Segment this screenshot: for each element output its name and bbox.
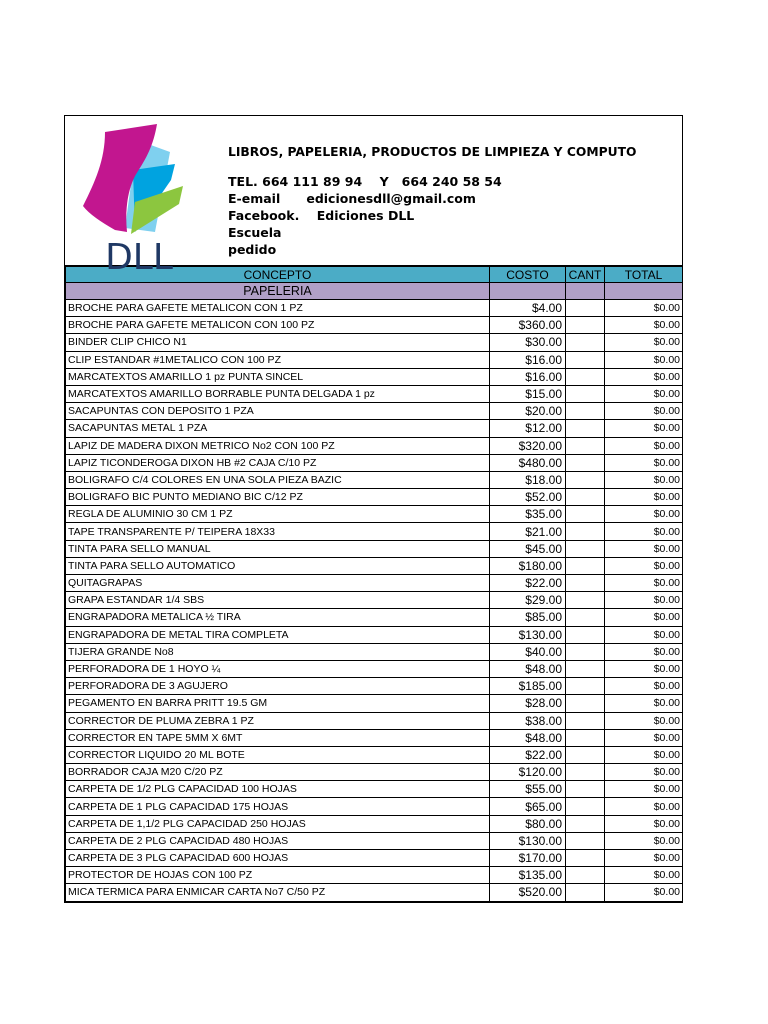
item-total: $0.00 bbox=[605, 557, 683, 574]
item-total: $0.00 bbox=[605, 678, 683, 695]
item-quantity-cell[interactable] bbox=[566, 695, 605, 712]
item-total: $0.00 bbox=[605, 746, 683, 763]
table-row bbox=[66, 695, 683, 712]
item-quantity-cell[interactable] bbox=[566, 712, 605, 729]
item-total: $0.00 bbox=[605, 626, 683, 643]
item-total: $0.00 bbox=[605, 850, 683, 867]
item-concept: CARPETA DE 3 PLG CAPACIDAD 600 HOJAS bbox=[66, 850, 490, 867]
item-total: $0.00 bbox=[605, 454, 683, 471]
item-concept: CARPETA DE 2 PLG CAPACIDAD 480 HOJAS bbox=[66, 832, 490, 849]
item-total: $0.00 bbox=[605, 660, 683, 677]
item-cost: $38.00 bbox=[490, 712, 566, 729]
item-total: $0.00 bbox=[605, 729, 683, 746]
dll-logo bbox=[75, 122, 205, 272]
table-row bbox=[66, 300, 683, 317]
item-quantity-cell[interactable] bbox=[566, 626, 605, 643]
table-row bbox=[66, 385, 683, 402]
item-cost: $130.00 bbox=[490, 832, 566, 849]
item-total: $0.00 bbox=[605, 300, 683, 317]
table-row bbox=[66, 850, 683, 867]
table-row bbox=[66, 523, 683, 540]
table-row bbox=[66, 832, 683, 849]
table-row bbox=[66, 609, 683, 626]
item-total: $0.00 bbox=[605, 575, 683, 592]
item-total: $0.00 bbox=[605, 609, 683, 626]
table-row bbox=[66, 884, 683, 901]
item-cost: $65.00 bbox=[490, 798, 566, 815]
item-concept: REGLA DE ALUMINIO 30 CM 1 PZ bbox=[66, 506, 490, 523]
item-concept: CARPETA DE 1/2 PLG CAPACIDAD 100 HOJAS bbox=[66, 781, 490, 798]
item-cost: $30.00 bbox=[490, 334, 566, 351]
item-cost: $15.00 bbox=[490, 385, 566, 402]
item-total: $0.00 bbox=[605, 884, 683, 901]
section-empty-cell bbox=[605, 283, 683, 300]
item-cost: $12.00 bbox=[490, 420, 566, 437]
item-total: $0.00 bbox=[605, 523, 683, 540]
item-quantity-cell[interactable] bbox=[566, 471, 605, 488]
phone-line: TEL. 664 111 89 94 Y 664 240 58 54 bbox=[228, 174, 502, 189]
item-quantity-cell[interactable] bbox=[566, 334, 605, 351]
item-total: $0.00 bbox=[605, 712, 683, 729]
item-quantity-cell[interactable] bbox=[566, 300, 605, 317]
column-costo: COSTO bbox=[490, 267, 566, 283]
section-row bbox=[66, 283, 683, 300]
column-total: TOTAL bbox=[605, 267, 683, 283]
item-concept: LAPIZ DE MADERA DIXON METRICO No2 CON 100 PZ bbox=[66, 437, 490, 454]
item-concept: QUITAGRAPAS bbox=[66, 575, 490, 592]
table-row bbox=[66, 317, 683, 334]
item-quantity-cell[interactable] bbox=[566, 832, 605, 849]
item-quantity-cell[interactable] bbox=[566, 420, 605, 437]
item-total: $0.00 bbox=[605, 351, 683, 368]
column-cant: CANT bbox=[566, 267, 605, 283]
item-cost: $480.00 bbox=[490, 454, 566, 471]
item-cost: $135.00 bbox=[490, 867, 566, 884]
item-concept: ENGRAPADORA METALICA ½ TIRA bbox=[66, 609, 490, 626]
item-quantity-cell[interactable] bbox=[566, 557, 605, 574]
item-quantity-cell[interactable] bbox=[566, 678, 605, 695]
table-row bbox=[66, 678, 683, 695]
item-concept: BROCHE PARA GAFETE METALICON CON 100 PZ bbox=[66, 317, 490, 334]
item-quantity-cell[interactable] bbox=[566, 351, 605, 368]
item-cost: $55.00 bbox=[490, 781, 566, 798]
item-cost: $45.00 bbox=[490, 540, 566, 557]
item-total: $0.00 bbox=[605, 471, 683, 488]
item-total: $0.00 bbox=[605, 592, 683, 609]
item-quantity-cell[interactable] bbox=[566, 867, 605, 884]
table-row bbox=[66, 403, 683, 420]
item-quantity-cell[interactable] bbox=[566, 746, 605, 763]
table-row bbox=[66, 660, 683, 677]
table-row bbox=[66, 643, 683, 660]
item-total: $0.00 bbox=[605, 798, 683, 815]
item-total: $0.00 bbox=[605, 764, 683, 781]
item-concept: BOLIGRAFO BIC PUNTO MEDIANO BIC C/12 PZ bbox=[66, 489, 490, 506]
table-row bbox=[66, 437, 683, 454]
item-quantity-cell[interactable] bbox=[566, 489, 605, 506]
item-cost: $18.00 bbox=[490, 471, 566, 488]
item-concept: MARCATEXTOS AMARILLO 1 pz PUNTA SINCEL bbox=[66, 368, 490, 385]
item-quantity-cell[interactable] bbox=[566, 385, 605, 402]
item-quantity-cell[interactable] bbox=[566, 523, 605, 540]
item-quantity-cell[interactable] bbox=[566, 850, 605, 867]
item-cost: $52.00 bbox=[490, 489, 566, 506]
item-cost: $48.00 bbox=[490, 660, 566, 677]
item-quantity-cell[interactable] bbox=[566, 815, 605, 832]
item-cost: $16.00 bbox=[490, 351, 566, 368]
item-quantity-cell[interactable] bbox=[566, 437, 605, 454]
item-quantity-cell[interactable] bbox=[566, 403, 605, 420]
item-concept: CARPETA DE 1,1/2 PLG CAPACIDAD 250 HOJAS bbox=[66, 815, 490, 832]
item-concept: GRAPA ESTANDAR 1/4 SBS bbox=[66, 592, 490, 609]
item-quantity-cell[interactable] bbox=[566, 660, 605, 677]
item-concept: SACAPUNTAS CON DEPOSITO 1 PZA bbox=[66, 403, 490, 420]
item-cost: $185.00 bbox=[490, 678, 566, 695]
table-row bbox=[66, 471, 683, 488]
table-row bbox=[66, 368, 683, 385]
item-cost: $85.00 bbox=[490, 609, 566, 626]
table-row bbox=[66, 557, 683, 574]
item-cost: $28.00 bbox=[490, 695, 566, 712]
item-cost: $170.00 bbox=[490, 850, 566, 867]
item-quantity-cell[interactable] bbox=[566, 764, 605, 781]
table-row bbox=[66, 781, 683, 798]
item-concept: TINTA PARA SELLO AUTOMATICO bbox=[66, 557, 490, 574]
sheet-header bbox=[65, 116, 682, 272]
company-title: LIBROS, PAPELERIA, PRODUCTOS DE LIMPIEZA Y COMPUTO bbox=[228, 145, 637, 159]
item-cost: $130.00 bbox=[490, 626, 566, 643]
item-total: $0.00 bbox=[605, 420, 683, 437]
item-total: $0.00 bbox=[605, 867, 683, 884]
item-concept: BOLIGRAFO C/4 COLORES EN UNA SOLA PIEZA BAZIC bbox=[66, 471, 490, 488]
logo-text: DLL bbox=[105, 237, 173, 272]
table-row bbox=[66, 798, 683, 815]
table-row bbox=[66, 420, 683, 437]
item-concept: MARCATEXTOS AMARILLO BORRABLE PUNTA DELGADA 1 pz bbox=[66, 385, 490, 402]
item-concept: PERFORADORA DE 1 HOYO ¼ bbox=[66, 660, 490, 677]
item-cost: $180.00 bbox=[490, 557, 566, 574]
item-concept: CORRECTOR EN TAPE 5MM X 6MT bbox=[66, 729, 490, 746]
item-concept: LAPIZ TICONDEROGA DIXON HB #2 CAJA C/10 PZ bbox=[66, 454, 490, 471]
products-table bbox=[65, 266, 683, 902]
item-concept: CORRECTOR DE PLUMA ZEBRA 1 PZ bbox=[66, 712, 490, 729]
item-total: $0.00 bbox=[605, 368, 683, 385]
item-quantity-cell[interactable] bbox=[566, 540, 605, 557]
item-total: $0.00 bbox=[605, 540, 683, 557]
pedido-label: pedido bbox=[228, 242, 277, 257]
item-cost: $16.00 bbox=[490, 368, 566, 385]
item-cost: $40.00 bbox=[490, 643, 566, 660]
item-quantity-cell[interactable] bbox=[566, 729, 605, 746]
item-total: $0.00 bbox=[605, 506, 683, 523]
table-row bbox=[66, 334, 683, 351]
table-row bbox=[66, 746, 683, 763]
item-total: $0.00 bbox=[605, 832, 683, 849]
item-concept: PROTECTOR DE HOJAS CON 100 PZ bbox=[66, 867, 490, 884]
item-cost: $4.00 bbox=[490, 300, 566, 317]
column-concepto: CONCEPTO bbox=[66, 267, 490, 283]
item-cost: $120.00 bbox=[490, 764, 566, 781]
item-total: $0.00 bbox=[605, 643, 683, 660]
item-cost: $48.00 bbox=[490, 729, 566, 746]
table-row bbox=[66, 867, 683, 884]
table-row bbox=[66, 540, 683, 557]
company-info bbox=[228, 144, 636, 258]
item-cost: $22.00 bbox=[490, 746, 566, 763]
item-concept: MICA TERMICA PARA ENMICAR CARTA No7 C/50 PZ bbox=[66, 884, 490, 901]
item-total: $0.00 bbox=[605, 489, 683, 506]
item-cost: $29.00 bbox=[490, 592, 566, 609]
item-quantity-cell[interactable] bbox=[566, 317, 605, 334]
item-cost: $21.00 bbox=[490, 523, 566, 540]
table-row bbox=[66, 506, 683, 523]
table-row bbox=[66, 489, 683, 506]
item-concept: CLIP ESTANDAR #1METALICO CON 100 PZ bbox=[66, 351, 490, 368]
item-concept: TIJERA GRANDE No8 bbox=[66, 643, 490, 660]
section-empty-cell bbox=[566, 283, 605, 300]
item-total: $0.00 bbox=[605, 781, 683, 798]
item-concept: CARPETA DE 1 PLG CAPACIDAD 175 HOJAS bbox=[66, 798, 490, 815]
item-total: $0.00 bbox=[605, 695, 683, 712]
order-sheet bbox=[64, 115, 683, 903]
item-total: $0.00 bbox=[605, 815, 683, 832]
item-cost: $22.00 bbox=[490, 575, 566, 592]
item-concept: BORRADOR CAJA M20 C/20 PZ bbox=[66, 764, 490, 781]
item-total: $0.00 bbox=[605, 403, 683, 420]
table-row bbox=[66, 575, 683, 592]
escuela-label: Escuela bbox=[228, 225, 282, 240]
item-concept: PEGAMENTO EN BARRA PRITT 19.5 GM bbox=[66, 695, 490, 712]
item-concept: CORRECTOR LIQUIDO 20 ML BOTE bbox=[66, 746, 490, 763]
item-cost: $360.00 bbox=[490, 317, 566, 334]
item-quantity-cell[interactable] bbox=[566, 506, 605, 523]
item-concept: BROCHE PARA GAFETE METALICON CON 1 PZ bbox=[66, 300, 490, 317]
item-cost: $20.00 bbox=[490, 403, 566, 420]
item-concept: BINDER CLIP CHICO N1 bbox=[66, 334, 490, 351]
item-quantity-cell[interactable] bbox=[566, 454, 605, 471]
item-total: $0.00 bbox=[605, 385, 683, 402]
item-concept: TAPE TRANSPARENTE P/ TEIPERA 18X33 bbox=[66, 523, 490, 540]
item-quantity-cell[interactable] bbox=[566, 781, 605, 798]
table-row bbox=[66, 729, 683, 746]
item-cost: $520.00 bbox=[490, 884, 566, 901]
item-quantity-cell[interactable] bbox=[566, 643, 605, 660]
table-row bbox=[66, 815, 683, 832]
item-quantity-cell[interactable] bbox=[566, 368, 605, 385]
section-label: PAPELERIA bbox=[66, 283, 490, 300]
table-row bbox=[66, 764, 683, 781]
table-row bbox=[66, 592, 683, 609]
item-cost: $320.00 bbox=[490, 437, 566, 454]
item-cost: $35.00 bbox=[490, 506, 566, 523]
email-line: E-email edicionesdll@gmail.com bbox=[228, 191, 476, 206]
item-concept: PERFORADORA DE 3 AGUJERO bbox=[66, 678, 490, 695]
item-total: $0.00 bbox=[605, 334, 683, 351]
item-cost: $80.00 bbox=[490, 815, 566, 832]
item-quantity-cell[interactable] bbox=[566, 592, 605, 609]
item-quantity-cell[interactable] bbox=[566, 575, 605, 592]
item-total: $0.00 bbox=[605, 317, 683, 334]
items-body bbox=[66, 300, 683, 902]
facebook-line: Facebook. Ediciones DLL bbox=[228, 208, 415, 223]
table-row bbox=[66, 712, 683, 729]
item-quantity-cell[interactable] bbox=[566, 609, 605, 626]
item-total: $0.00 bbox=[605, 437, 683, 454]
table-row bbox=[66, 454, 683, 471]
item-concept: ENGRAPADORA DE METAL TIRA COMPLETA bbox=[66, 626, 490, 643]
table-row bbox=[66, 351, 683, 368]
item-concept: SACAPUNTAS METAL 1 PZA bbox=[66, 420, 490, 437]
table-row bbox=[66, 626, 683, 643]
item-concept: TINTA PARA SELLO MANUAL bbox=[66, 540, 490, 557]
item-quantity-cell[interactable] bbox=[566, 798, 605, 815]
section-empty-cell bbox=[490, 283, 566, 300]
item-quantity-cell[interactable] bbox=[566, 884, 605, 901]
